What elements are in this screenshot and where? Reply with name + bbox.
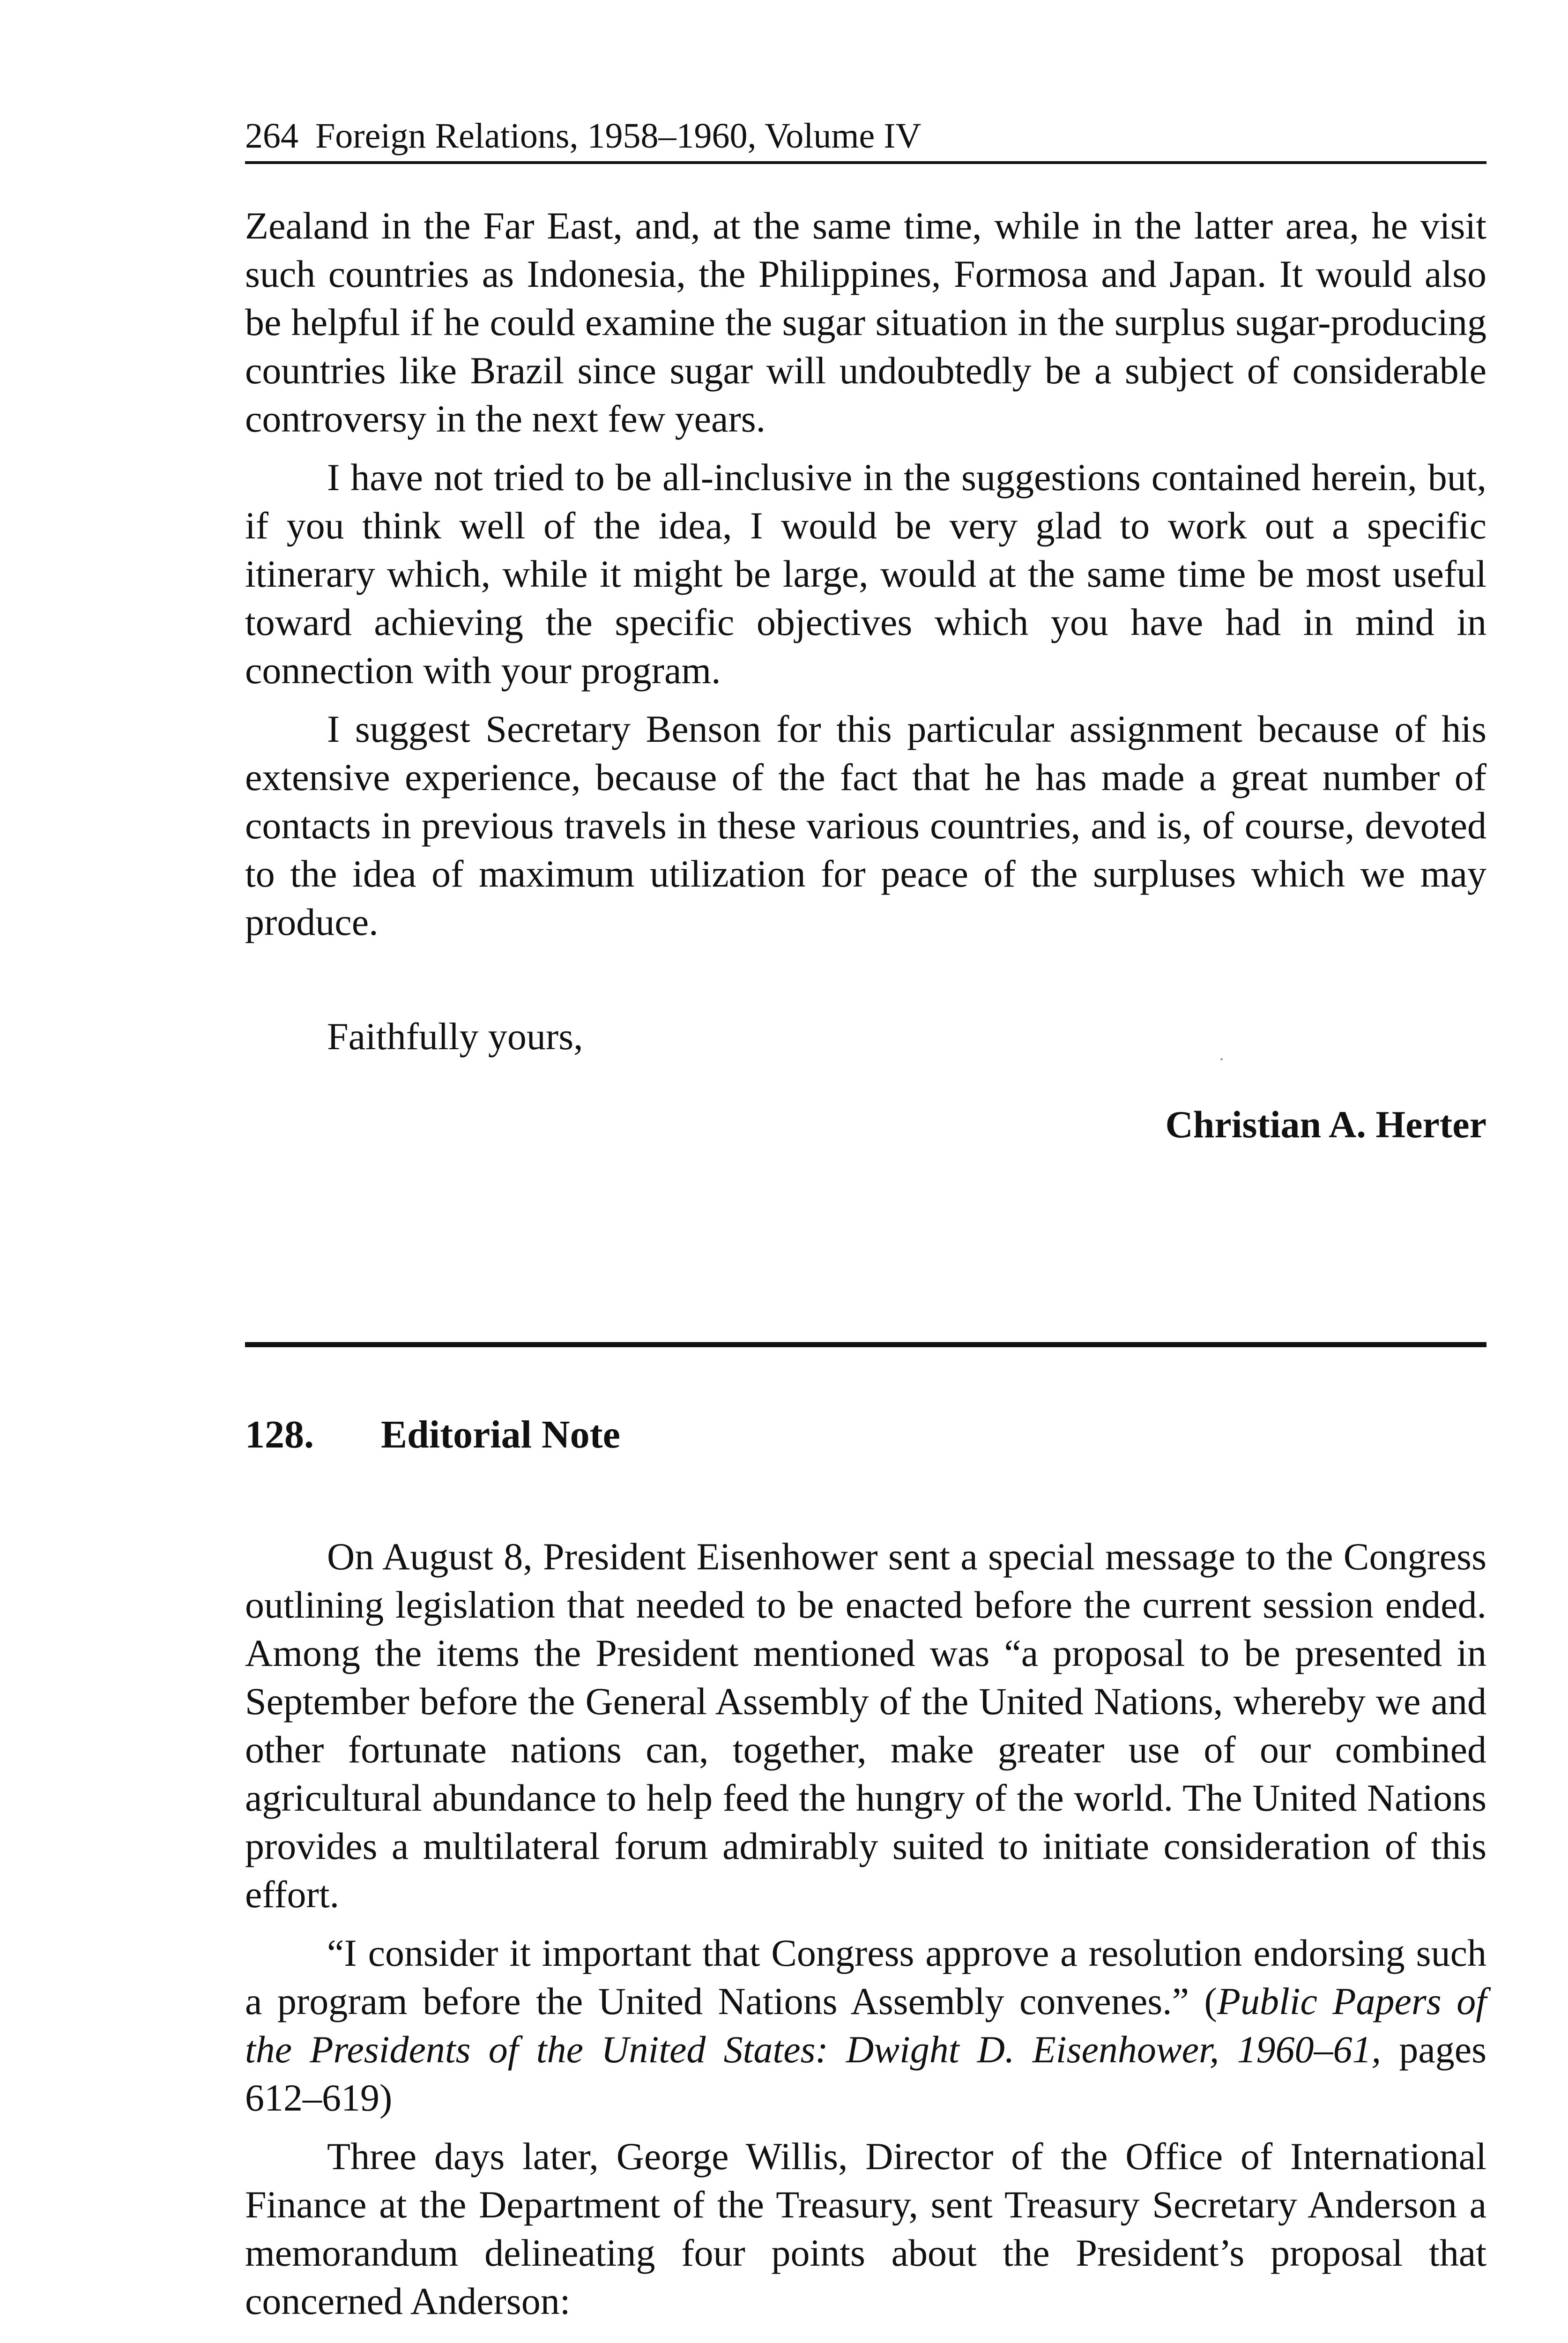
letter-paragraph-continued: Zealand in the Far East, and, at the same time, while in the latter area, he visit such countries as Indonesia, the Philippines, Formosa and Japan. It would also be helpful if he could examine the sugar situation in the surplus sugar-producing countries like Brazil since sugar will undoubtedly be a subject of considerable controversy in the next few years.: [245, 204, 1486, 440]
page-number: 264: [245, 116, 298, 156]
running-head: [245, 112, 1486, 164]
section-number: 128.: [245, 1413, 314, 1456]
editorial-note-body: [245, 1532, 1486, 2325]
section-heading: [245, 1410, 620, 1459]
citation-pages: pages 612–619): [245, 2028, 1487, 2119]
section-title: Editorial Note: [381, 1413, 620, 1456]
publication-title: Foreign Relations, 1958–1960, Volume IV: [315, 116, 921, 156]
stray-mark: [1220, 1058, 1223, 1060]
letter-closing: Faithfully yours,: [327, 1015, 583, 1058]
citation-title: Public Papers of the Presidents of the United States: Dwight D. Eisenhower, 1960–61,: [245, 1980, 1487, 2071]
editorial-paragraph-2: [245, 1929, 1486, 2122]
letter-paragraph-2: I have not tried to be all-inclusive in the suggestions contained herein, but, if you think well of the idea, I would be very glad to work out a specific itinerary which, while it might be large, would at the same time be most useful toward achieving the specific objectives which you have had in mind in connection with your program.: [245, 456, 1486, 692]
letter-body: [245, 201, 1486, 946]
editorial-paragraph-3: Three days later, George Willis, Director of the Office of International Finance at the Department of the Treasury, sent Treasury Secretary Anderson a memorandum delineating four points about the President’s proposal that concerned Anderson:: [245, 2135, 1486, 2322]
section-divider: [245, 1342, 1486, 1347]
editorial-paragraph-1: On August 8, President Eisenhower sent a special message to the Congress outlining legislation that needed to be enacted before the current session ended. Among the items the President mentioned was “a proposal to be presented in September before the General Assembly of the United Nations, whereby we and other fortunate nations can, together, make greater use of our combined agricultural abundance to help feed the hungry of the world. The United Nations provides a multilateral forum admirably suited to initiate consideration of this effort.: [245, 1535, 1486, 1916]
editorial-quote: “I consider it important that Congress approve a resolution endorsing such a program before the United Nations Assembly convenes.”: [245, 1932, 1486, 2022]
letter-signature: Christian A. Herter: [1165, 1103, 1486, 1146]
citation-open: (: [1204, 1980, 1217, 2022]
letter-paragraph-3: I suggest Secretary Benson for this particular assignment because of his extensive experience, because of the fact that he has made a great number of contacts in previous travels in these various countries, and is, of course, devoted to the idea of maximum utilization for peace of the surpluses which we may produce.: [245, 708, 1486, 943]
